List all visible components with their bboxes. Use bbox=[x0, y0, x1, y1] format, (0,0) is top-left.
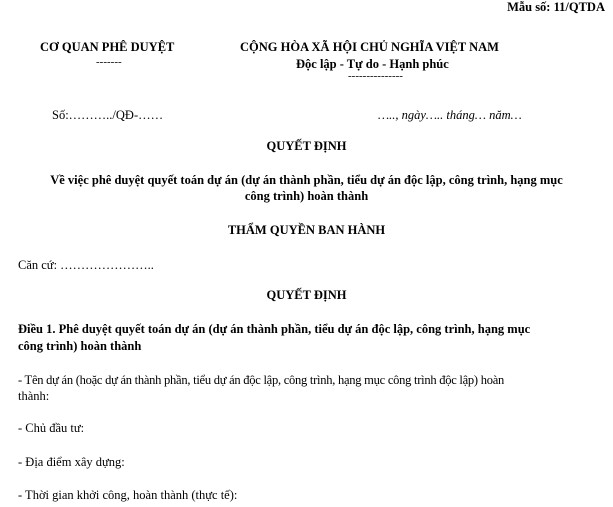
project-name-line-1: - Tên dự án (hoặc dự án thành phần, tiểu dự án độc lập, công trình, hạng mục công trình độc lập) hoàn bbox=[18, 373, 505, 387]
article-1-line-2: công trình) hoàn thành bbox=[18, 339, 142, 353]
article-1-line-1: Điều 1. Phê duyệt quyết toán dự án (dự án thành phần, tiểu dự án độc lập, công trình, hạng mục bbox=[18, 322, 531, 336]
subject-line-2: công trình) hoàn thành bbox=[244, 189, 369, 203]
document-number: Số:………../QĐ-…… bbox=[52, 108, 164, 122]
investor-line: - Chủ đầu tư: bbox=[18, 421, 85, 435]
decision-title-2: QUYẾT ĐỊNH bbox=[266, 288, 347, 302]
project-name-line-2: thành: bbox=[18, 389, 50, 403]
basis-line: Căn cứ: ………………….. bbox=[18, 258, 154, 272]
time-line: - Thời gian khởi công, hoàn thành (thực tế): bbox=[18, 488, 238, 502]
subject-line-1: Về việc phê duyệt quyết toán dự án (dự án thành phần, tiểu dự án độc lập, công trình, hạng mục bbox=[50, 173, 563, 187]
document-date: ….., ngày….. tháng… năm… bbox=[378, 108, 522, 122]
country-name: CỘNG HÒA XÃ HỘI CHỦ NGHĨA VIỆT NAM bbox=[240, 40, 499, 54]
agency-underline: ------- bbox=[96, 56, 122, 68]
agency-name: CƠ QUAN PHÊ DUYỆT bbox=[40, 40, 175, 54]
motto-underline: --------------- bbox=[348, 70, 403, 82]
motto: Độc lập - Tự do - Hạnh phúc bbox=[296, 57, 449, 71]
form-number: Mẫu số: 11/QTDA bbox=[507, 0, 605, 14]
location-line: - Địa điểm xây dựng: bbox=[18, 455, 125, 469]
decision-title: QUYẾT ĐỊNH bbox=[266, 139, 347, 153]
authority-title: THẨM QUYỀN BAN HÀNH bbox=[227, 223, 386, 237]
